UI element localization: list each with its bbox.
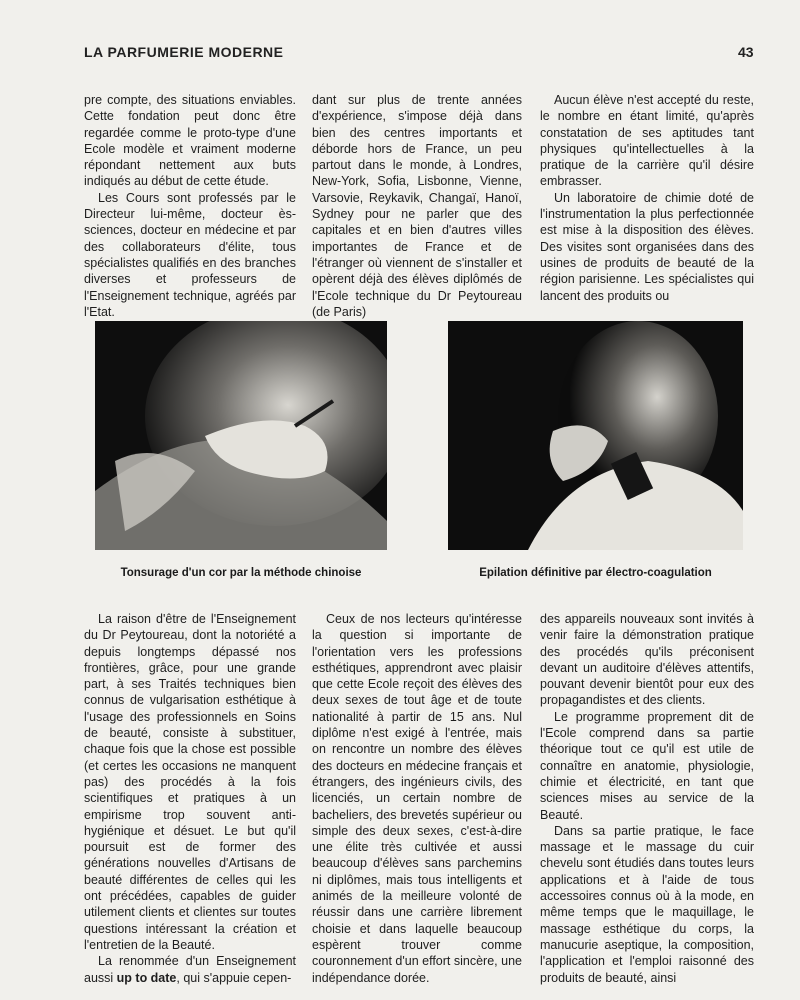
photo-corn-treatment xyxy=(95,321,387,550)
caption-right: Epilation définitive par électro-coagulation xyxy=(479,567,712,579)
paragraph: Le programme proprement dit de l'Ecole comprend dans sa partie théorique tout ce qu'il est utile de connaître en anatomie, physiologie, chimie et électricité, en tant que sciences mises au service de la Beauté. xyxy=(540,709,754,822)
paragraph: Aucun élève n'est accepté du reste, le nombre en étant limité, qu'après constatation de ses aptitudes tant physiques qu'intellectuelles à la pratique de la carrière qu'il désire embrasser. xyxy=(540,93,754,189)
bottom-column-1 xyxy=(84,611,296,986)
paragraph: Dans sa partie pratique, le face massage et le massage du cuir chevelu sont étudiés dans toutes leurs applications et à l'aide de tous accessoires connus où à la mode, en même temps que le maquillage, le massage esthétique du corps, la manucurie aseptique, la composition, l'application et l'emploi raisonné des produits de beauté, ainsi xyxy=(540,823,754,985)
paragraph xyxy=(84,953,296,986)
page-number: 43 xyxy=(738,44,754,60)
paragraph: Les Cours sont professés par le Directeur lui-même, docteur ès-sciences, docteur en médecine et par des collaborateurs d'élite, tous spécialistes qualifiés en des branches diverses et professeurs de l'Enseignement technique, agréés par l'Etat. xyxy=(84,190,296,319)
paragraph: pre compte, des situations enviables. Cette fondation peut donc être regardée comme le proto-type d'une Ecole modèle et vraiment moderne répondant nettement aux buts indiqués au début de cette étude. xyxy=(84,93,296,189)
paragraph: La raison d'être de l'Enseignement du Dr Peytoureau, dont la notoriété a depuis longtemps dépassé nos frontières, grâce, pour une grande part, à ses Traités techniques bien connus de vulgarisation esthétique à l'usage des professionnels en Soins de beauté, consiste à substituer, chaque fois que la chose est possible (et certes les occasions ne manquent pas) des procédés à la fois scientifiques et pratiques à un empirisme trop souvent anti-hygiénique et désuet. Le but qu'il poursuit est de former des générations nouvelles d'Artisans de beauté différentes de celles qui les ont précédées, capables de guider utilement clients et clientes sur toutes questions intéressant la création et l'entretien de la Beauté. xyxy=(84,612,296,952)
text-span: La renommée d'un Enseignement aussi xyxy=(84,954,296,985)
photo-electro-epilation xyxy=(448,321,743,550)
paragraph: des appareils nouveaux sont invités à venir faire la démonstration pratique des procédés qu'ils préconisent devant un auditoire d'élèves attentifs, pouvant devenir bientôt pour eux des propagandistes et des clients. xyxy=(540,612,754,708)
caption-left: Tonsurage d'un cor par la méthode chinoise xyxy=(120,567,362,579)
top-column-3 xyxy=(540,92,754,304)
bottom-column-3 xyxy=(540,611,754,986)
emphasis-up-to-date: up to date xyxy=(116,970,177,985)
journal-title: LA PARFUMERIE MODERNE xyxy=(84,44,284,60)
paragraph: Ceux de nos lecteurs qu'intéresse la question si importante de l'orientation vers les professions esthétiques, apprendront avec plaisir que cette Ecole reçoit des élèves des deux sexes de tout âge et de toute nationalité à partir de 15 ans. Nul diplôme n'est exigé à l'entrée, mais on rencontre un nombre des élèves des docteurs en médecine français et étrangers, des ingénieurs civils, des licenciés, un certain nombre de bacheliers, des brevetés supérieur ou simple des deux sexes, c'est-à-dire une élite très cultivée et aussi beaucoup d'élèves sans parchemins ni diplômes, mais tous intelligents et animés de la meilleure volonté de réussir dans une carrière librement choisie et dans laquelle beaucoup espèrent trouver comme couronnement d'un effort sincère, une indépendance dorée. xyxy=(312,612,522,985)
text-span: , qui s'appuie cepen- xyxy=(176,970,292,985)
bottom-column-2 xyxy=(312,611,522,986)
paragraph: Un laboratoire de chimie doté de l'instrumentation la plus perfectionnée est mise à la disposition des élèves. Des visites sont organisées dans des usines de produits de beauté de la région parisienne. Les spécialistes qui lancent des produits ou xyxy=(540,190,754,303)
top-column-2 xyxy=(312,92,522,320)
top-column-1 xyxy=(84,92,296,320)
paragraph: dant sur plus de trente années d'expérience, s'impose déjà dans bien des centres importants et déborde hors de France, un peu partout dans le monde, à Londres, New-York, Sofia, Lisbonne, Vienne, Varsovie, Reykavik, Changaï, Hanoï, Sydney pour ne parler que des capitales et en bien d'autres villes importantes de France et de l'étranger où viennent de s'installer et opèrent déjà des élèves diplômés de l'Ecole technique du Dr Peytoureau (de Paris) xyxy=(312,93,522,319)
